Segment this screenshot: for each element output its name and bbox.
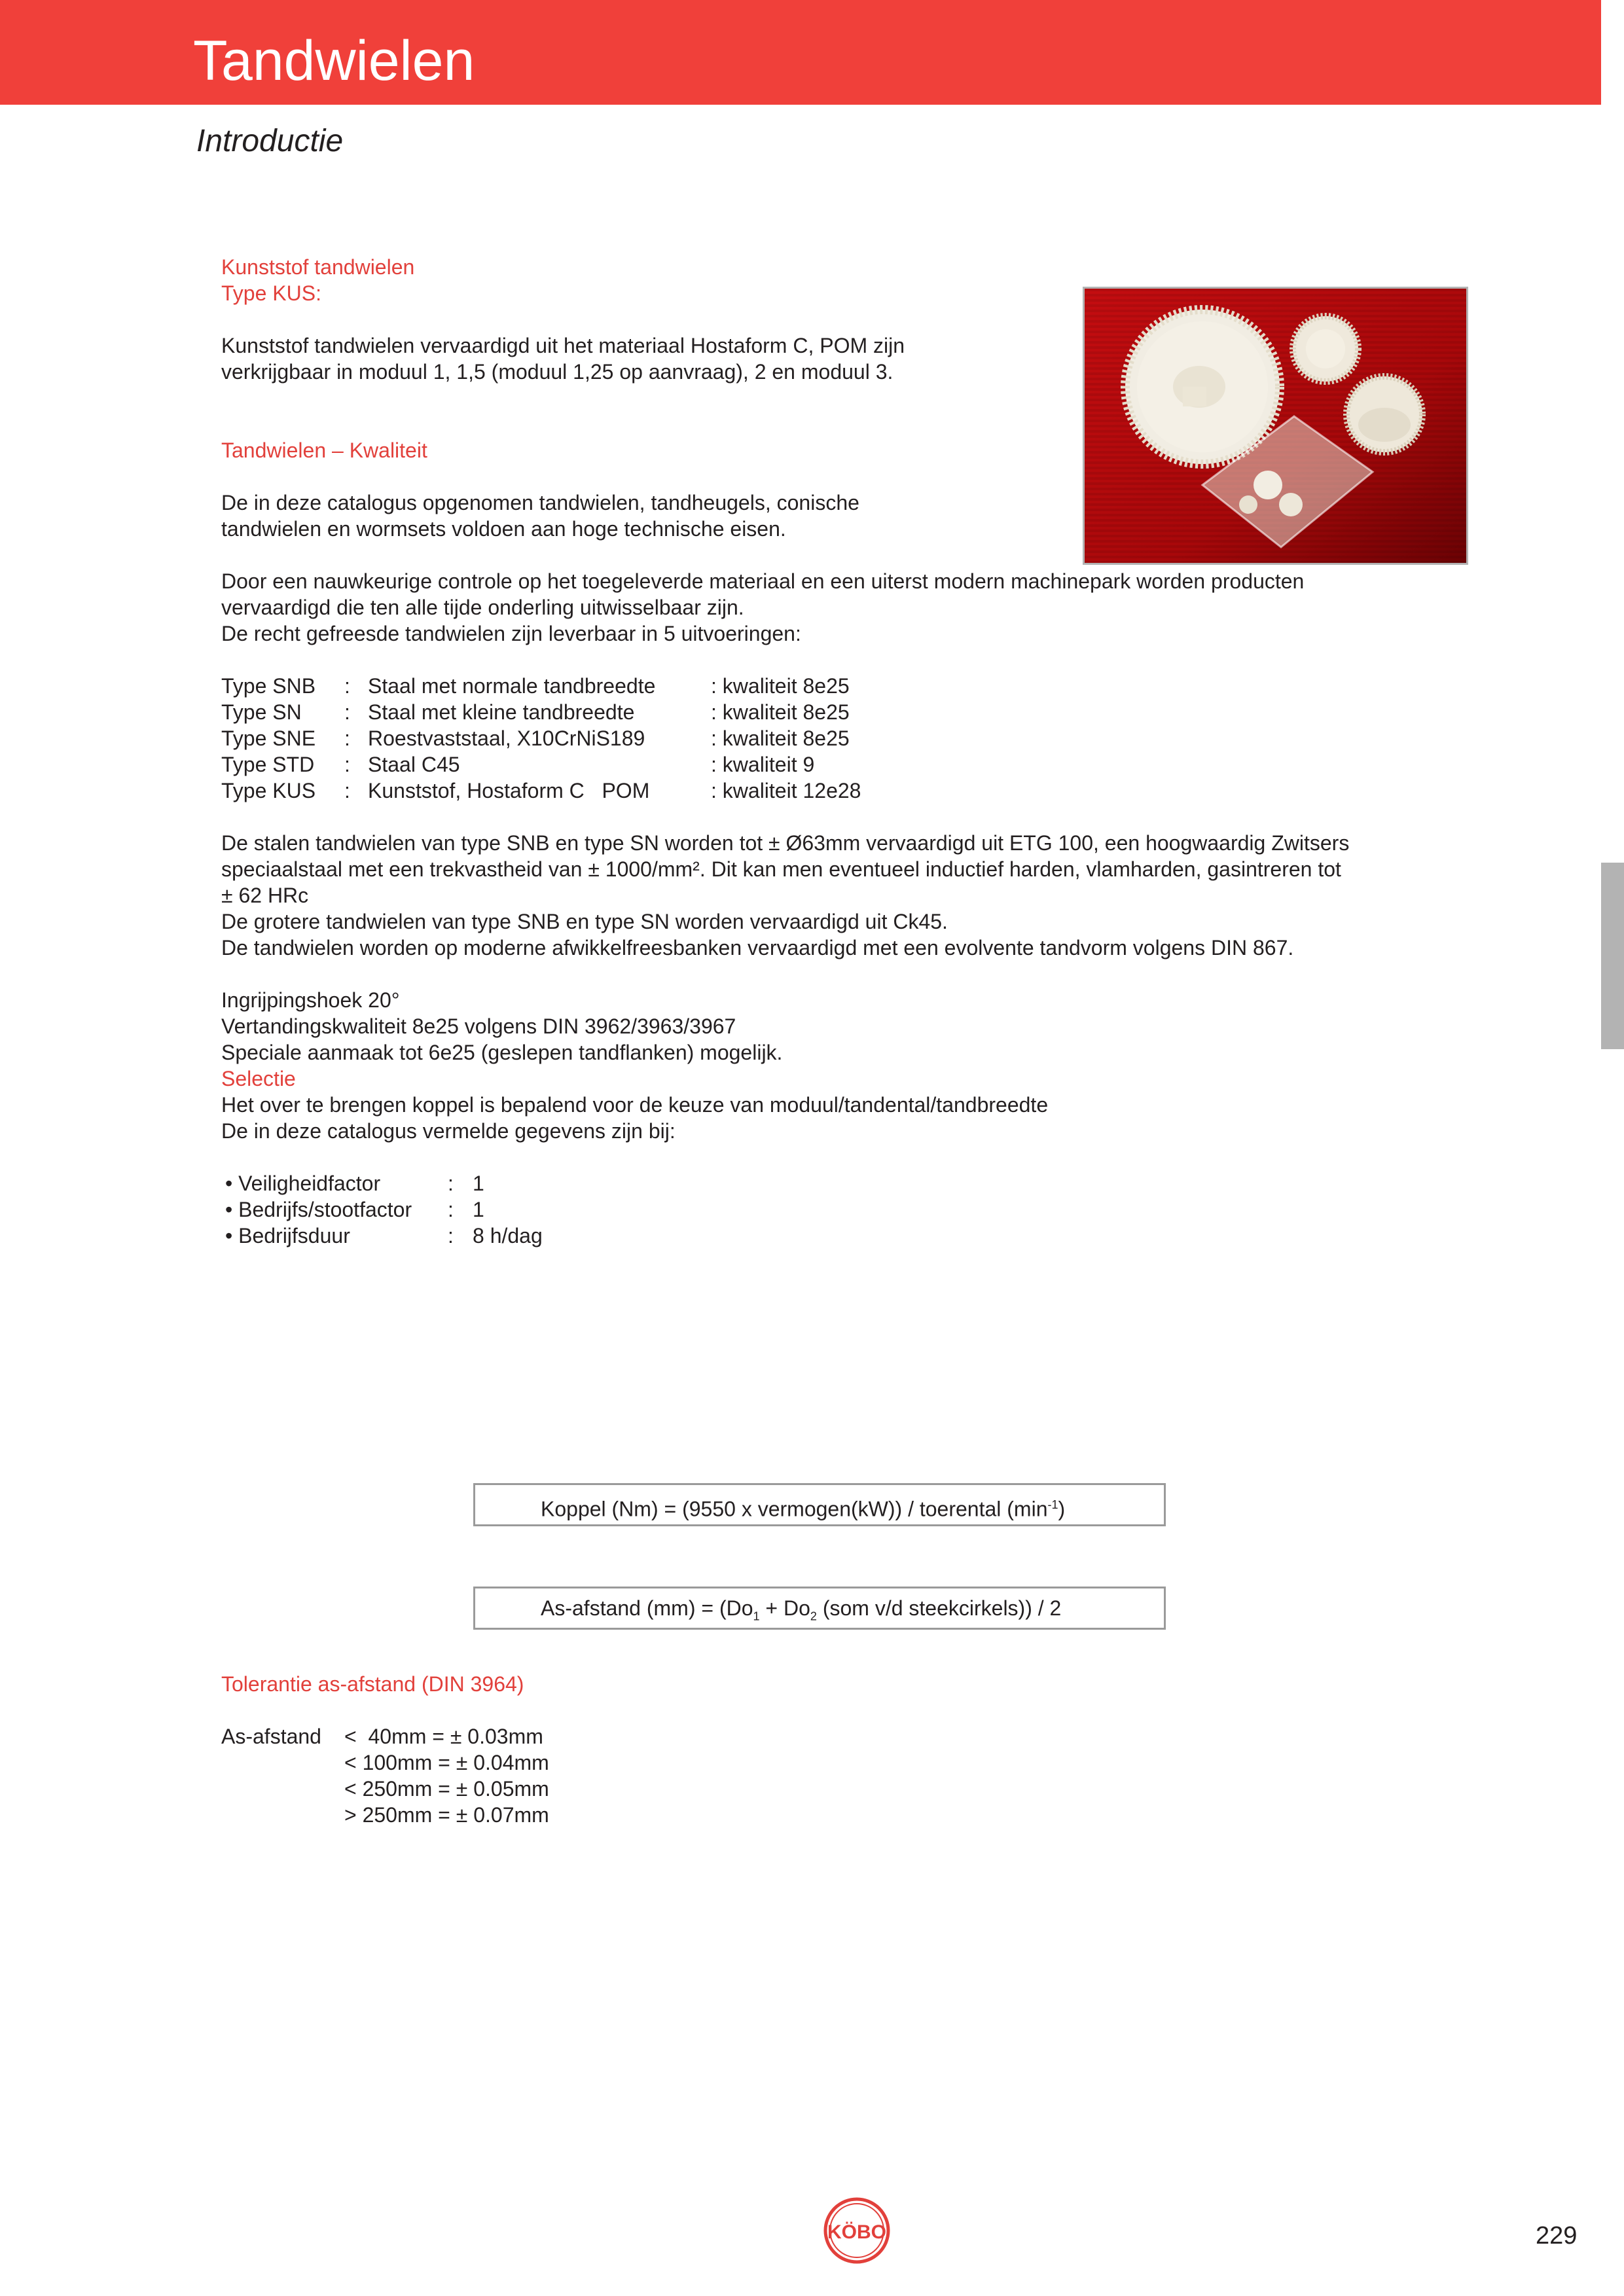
kobo-logo-icon <box>822 2196 892 2265</box>
intro-content <box>221 254 1465 1249</box>
uitvoering-row <box>221 699 1465 725</box>
list-item <box>221 1170 1465 1196</box>
factor-separator: : <box>448 1224 454 1247</box>
tolerantie-row <box>221 1776 1465 1802</box>
text-line: Speciale aanmaak tot 6e25 (geslepen tandflanken) mogelijk. <box>221 1041 783 1064</box>
uitvoering-separator: : <box>344 700 350 724</box>
uitvoering-separator: : <box>344 753 350 776</box>
factor-separator: : <box>448 1198 454 1221</box>
uitvoering-material: Staal met normale tandbreedte <box>368 674 656 698</box>
uitvoering-quality: : kwaliteit 8e25 <box>711 726 850 750</box>
tolerantie-value: < 250mm = ± 0.05mm <box>344 1777 549 1801</box>
uitvoering-quality: : kwaliteit 8e25 <box>711 700 850 724</box>
section-heading-tolerantie: Tolerantie as-afstand (DIN 3964) <box>221 1672 524 1696</box>
uitvoering-row <box>221 751 1465 778</box>
formula-as-part: As-afstand (mm) = (Do <box>541 1596 753 1620</box>
text-line: De in deze catalogus opgenomen tandwielen, tandheugels, conische <box>221 491 859 514</box>
uitvoering-row <box>221 725 1465 751</box>
tolerantie-content <box>221 1671 1465 1828</box>
section-heading-kwaliteit: Tandwielen – Kwaliteit <box>221 439 427 462</box>
kwaliteit-paragraph <box>221 490 1465 542</box>
uitvoering-separator: : <box>344 726 350 750</box>
section-side-tab <box>1601 863 1624 1049</box>
tolerantie-label <box>221 1802 344 1828</box>
factor-value: 1 <box>473 1172 484 1195</box>
tolerantie-label <box>221 1776 344 1802</box>
uitvoering-separator: : <box>344 779 350 802</box>
text-line: Door een nauwkeurige controle op het toegeleverde materiaal en een uiterst modern machinepark worden producten <box>221 569 1305 593</box>
uitvoering-type: Type STD <box>221 753 315 776</box>
tolerantie-table <box>221 1723 1465 1828</box>
list-item <box>221 1196 1465 1223</box>
factor-value: 8 h/dag <box>473 1224 543 1247</box>
formula-koppel-text: Koppel (Nm) = (9550 x vermogen(kW)) / toerental (min <box>541 1497 1048 1521</box>
uitvoering-quality: : kwaliteit 8e25 <box>711 674 850 698</box>
uitvoering-row <box>221 673 1465 699</box>
text-line: De stalen tandwielen van type SNB en type SN worden tot ± Ø63mm vervaardigd uit ETG 100, een hoogwaardig Zwitsers <box>221 831 1350 855</box>
text-line: Vertandingskwaliteit 8e25 volgens DIN 3962/3963/3967 <box>221 1014 736 1038</box>
text-line: vervaardigd die ten alle tijde onderling uitwisselbaar zijn. <box>221 596 744 619</box>
uitvoeringen-table <box>221 673 1465 804</box>
text-line: tandwielen en wormsets voldoen aan hoge technische eisen. <box>221 517 786 541</box>
page-subtitle: Introductie <box>196 124 344 158</box>
formula-as-part: (som v/d steekcirkels)) / 2 <box>816 1596 1062 1620</box>
specs-paragraph <box>221 987 1465 1066</box>
tolerantie-value: < 40mm = ± 0.03mm <box>344 1725 543 1748</box>
tolerantie-label: As-afstand <box>221 1725 321 1748</box>
formula-as-subscript: 1 <box>753 1609 760 1623</box>
section-heading-kunststof: Kunststof tandwielen <box>221 255 415 279</box>
gegevens-intro: De in deze catalogus vermelde gegevens zijn bij: <box>221 1119 676 1143</box>
tolerantie-row <box>221 1802 1465 1828</box>
page-number: 229 <box>1536 2222 1578 2250</box>
controle-paragraph <box>221 568 1465 620</box>
factor-separator: : <box>448 1172 454 1195</box>
kus-paragraph <box>221 332 1465 385</box>
logo-text: KÖBO <box>827 2221 886 2243</box>
uitvoering-type: Type SNB <box>221 674 316 698</box>
uitvoering-type: Type SNE <box>221 726 316 750</box>
factor-list <box>221 1170 1465 1249</box>
factor-label: • Veiligheidfactor <box>225 1172 381 1195</box>
formula-koppel-exponent: -1 <box>1047 1498 1058 1511</box>
factor-value: 1 <box>473 1198 484 1221</box>
uitvoering-quality: : kwaliteit 12e28 <box>711 779 861 802</box>
uitvoering-type: Type KUS <box>221 779 316 802</box>
formula-as-box <box>473 1587 1166 1630</box>
uitvoering-material: Staal met kleine tandbreedte <box>368 700 635 724</box>
page-title: Tandwielen <box>193 29 475 92</box>
formula-koppel-box <box>473 1483 1166 1526</box>
factor-label: • Bedrijfsduur <box>225 1224 350 1247</box>
text-line: speciaalstaal met een trekvastheid van ± 1000/mm². Dit kan men eventueel inductief harden, vlamharden, gasintreren tot <box>221 857 1341 881</box>
text-line: Ingrijpingshoek 20° <box>221 988 400 1012</box>
text-line: verkrijgbaar in moduul 1, 1,5 (moduul 1,25 op aanvraag), 2 en moduul 3. <box>221 360 893 384</box>
tolerantie-row <box>221 1723 1465 1749</box>
uitvoering-quality: : kwaliteit 9 <box>711 753 815 776</box>
formula-as-subscript: 2 <box>810 1609 817 1623</box>
tolerantie-row <box>221 1749 1465 1776</box>
factor-label: • Bedrijfs/stootfactor <box>225 1198 412 1221</box>
section-heading-kus: Type KUS: <box>221 281 321 305</box>
tolerantie-value: > 250mm = ± 0.07mm <box>344 1803 549 1827</box>
grotere-paragraph: De grotere tandwielen van type SNB en type SN worden vervaardigd uit Ck45. <box>221 910 948 933</box>
text-line: Kunststof tandwielen vervaardigd uit het materiaal Hostaform C, POM zijn <box>221 334 905 357</box>
stalen-paragraph <box>221 830 1465 908</box>
formula-as-part: + Do <box>759 1596 810 1620</box>
section-heading-selectie: Selectie <box>221 1067 296 1090</box>
afwikkel-paragraph: De tandwielen worden op moderne afwikkelfreesbanken vervaardigd met een evolvente tandvorm volgens DIN 867. <box>221 936 1294 960</box>
uitvoering-separator: : <box>344 674 350 698</box>
uitvoering-type: Type SN <box>221 700 302 724</box>
tolerantie-label <box>221 1749 344 1776</box>
kobo-logo <box>822 2196 892 2265</box>
koppel-intro: Het over te brengen koppel is bepalend voor de keuze van moduul/tandental/tandbreedte <box>221 1093 1049 1117</box>
uitvoering-row <box>221 778 1465 804</box>
uitvoering-material: Staal C45 <box>368 753 460 776</box>
list-item <box>221 1223 1465 1249</box>
tolerantie-value: < 100mm = ± 0.04mm <box>344 1751 549 1774</box>
formula-koppel-end: ) <box>1058 1497 1066 1521</box>
uitvoeringen-intro: De recht gefreesde tandwielen zijn leverbaar in 5 uitvoeringen: <box>221 622 801 645</box>
uitvoering-material: Roestvaststaal, X10CrNiS189 <box>368 726 645 750</box>
uitvoering-material: Kunststof, Hostaform C POM <box>368 779 650 802</box>
text-line: ± 62 HRc <box>221 884 309 907</box>
